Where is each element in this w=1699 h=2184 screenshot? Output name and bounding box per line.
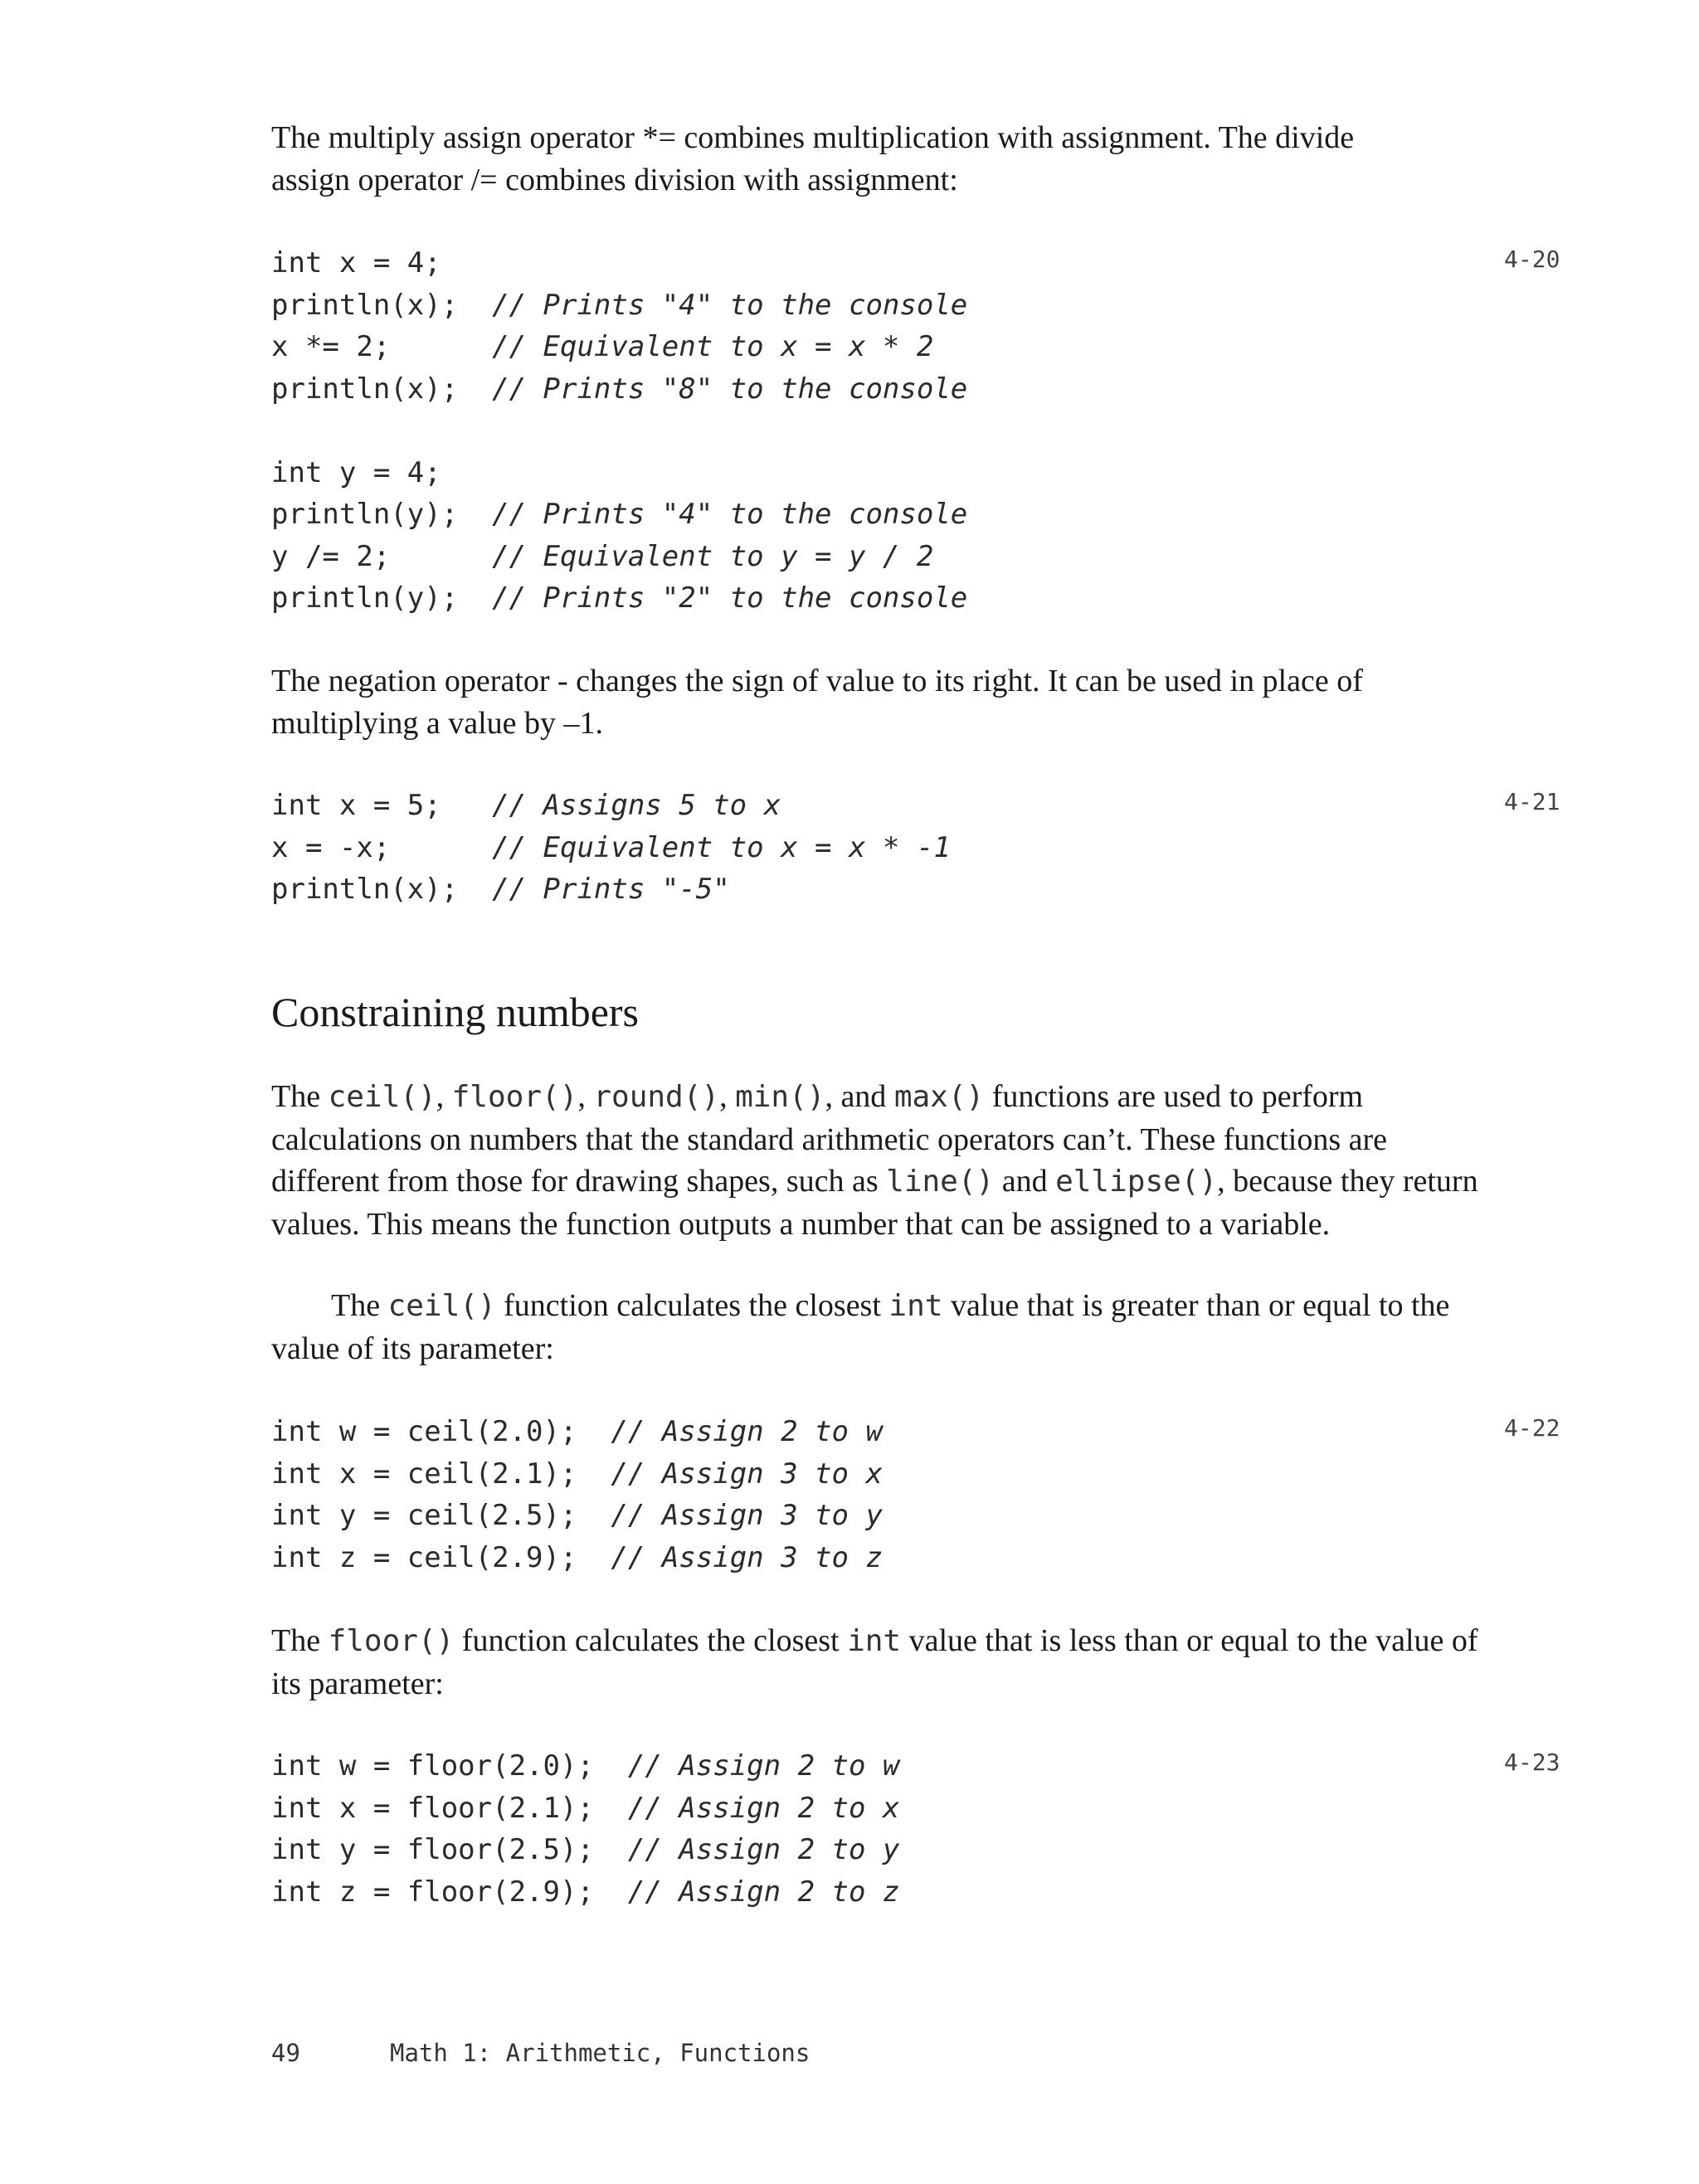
code-line <box>271 577 967 620</box>
code-example <box>271 242 967 620</box>
figure-number: 4-22 <box>1504 1414 1560 1442</box>
code-text: println(x); <box>271 288 493 322</box>
code-comment: // Equivalent to x = x * 2 <box>492 330 934 363</box>
code-text: x = -x; <box>271 830 493 864</box>
code-comment: // Assign 3 to x <box>611 1457 883 1491</box>
code-text: x *= 2; <box>271 330 493 363</box>
paragraph-ceil: The ceil() function calculates the closest int value that is greater than or equal to the value of its parameter: <box>271 1288 1450 1366</box>
code-comment: // Assign 3 to z <box>611 1540 883 1574</box>
code-comment: // Equivalent to x = x * -1 <box>492 830 951 864</box>
code-inline: max() <box>893 1080 985 1114</box>
code-text: int y = floor(2.5); <box>271 1833 628 1866</box>
code-line <box>271 868 951 911</box>
code-line <box>271 1495 883 1537</box>
code-line <box>271 1411 883 1453</box>
code-comment: // Prints "-5" <box>492 873 730 906</box>
paragraph-negation <box>271 660 1491 744</box>
running-footer-chapter: Math 1: Arithmetic, Functions <box>390 2039 811 2067</box>
code-comment: // Assign 2 to w <box>611 1415 883 1448</box>
code-comment: // Prints "2" to the console <box>492 581 968 615</box>
code-inline: int <box>847 1624 902 1658</box>
code-text: int w = ceil(2.0); <box>271 1415 611 1448</box>
code-text: println(y); <box>271 498 493 531</box>
text-line: multiplying a value by –1. <box>271 705 604 741</box>
code-line <box>271 326 967 368</box>
code-text: int x = 4; <box>271 246 441 280</box>
code-line <box>271 536 967 578</box>
section-heading: Constraining numbers <box>271 989 640 1035</box>
code-comment: // Assigns 5 to x <box>492 789 781 822</box>
code-line <box>271 368 967 411</box>
code-line <box>271 285 967 327</box>
code-line <box>271 785 951 827</box>
code-line <box>271 1788 899 1830</box>
code-inline: floor() <box>328 1624 455 1658</box>
text-line: The negation operator - changes the sign of value to its right. It can be used in place of <box>271 664 1363 698</box>
text-line: The multiply assign operator *= combines multiplication with assignment. The divide <box>271 120 1355 155</box>
figure-number: 4-21 <box>1504 788 1560 815</box>
code-text: int x = 5; <box>271 789 493 822</box>
code-line <box>271 827 951 869</box>
code-inline: round() <box>593 1080 720 1114</box>
code-text: int y = 4; <box>271 455 441 489</box>
code-text: println(x); <box>271 873 493 906</box>
paragraph-assign-operators <box>271 117 1491 201</box>
code-line <box>271 1829 899 1871</box>
code-inline: floor() <box>451 1080 578 1114</box>
paragraph-floor: The floor() function calculates the closest int value that is less than or equal to the value of its parameter: <box>271 1623 1478 1701</box>
code-text: int x = ceil(2.1); <box>271 1457 611 1491</box>
code-text: int w = floor(2.0); <box>271 1749 628 1783</box>
code-comment: // Assign 2 to z <box>627 1875 900 1909</box>
code-inline: ceil() <box>387 1289 496 1323</box>
code-line <box>271 1453 883 1496</box>
paragraph-functions-intro: The ceil(), floor(), round(), min(), and max() functions are used to perform calculations on numbers that the standard arithmetic operators can’t. These functions are different from those for drawing shapes, such as line() and ellipse(), because they return values. This means the function outputs a number that can be assigned to a variable. <box>271 1079 1478 1242</box>
code-text: println(y); <box>271 581 493 615</box>
code-comment: // Prints "4" to the console <box>492 288 968 322</box>
code-comment: // Equivalent to y = y / 2 <box>492 539 934 573</box>
code-example <box>271 785 951 911</box>
code-line <box>271 242 967 285</box>
code-text: println(x); <box>271 372 493 406</box>
code-text: y /= 2; <box>271 539 493 573</box>
code-inline: int <box>888 1289 943 1323</box>
code-line <box>271 1745 899 1788</box>
code-example <box>271 1411 883 1578</box>
code-line <box>271 1871 899 1914</box>
code-inline: min() <box>735 1080 825 1114</box>
text-line: assign operator /= combines division with assignment: <box>271 162 958 197</box>
figure-number: 4-23 <box>1504 1749 1560 1776</box>
code-comment: // Prints "4" to the console <box>492 498 968 531</box>
code-line <box>271 494 967 536</box>
code-example <box>271 1745 899 1913</box>
page-number: 49 <box>271 2039 300 2067</box>
code-text: int z = floor(2.9); <box>271 1875 628 1909</box>
code-comment: // Assign 2 to y <box>627 1833 900 1866</box>
code-comment: // Assign 2 to x <box>627 1791 900 1825</box>
code-inline: line() <box>886 1165 995 1199</box>
code-comment: // Prints "8" to the console <box>492 372 968 406</box>
code-inline: ellipse() <box>1055 1165 1218 1199</box>
code-line <box>271 1537 883 1579</box>
code-text: int x = floor(2.1); <box>271 1791 628 1825</box>
code-comment: // Assign 2 to w <box>627 1749 900 1783</box>
code-comment: // Assign 3 to y <box>611 1499 883 1532</box>
code-line <box>271 410 967 452</box>
figure-number: 4-20 <box>1504 246 1560 273</box>
code-text: int y = ceil(2.5); <box>271 1499 611 1532</box>
code-text: int z = ceil(2.9); <box>271 1540 611 1574</box>
code-line <box>271 452 967 494</box>
code-inline: ceil() <box>328 1080 436 1114</box>
